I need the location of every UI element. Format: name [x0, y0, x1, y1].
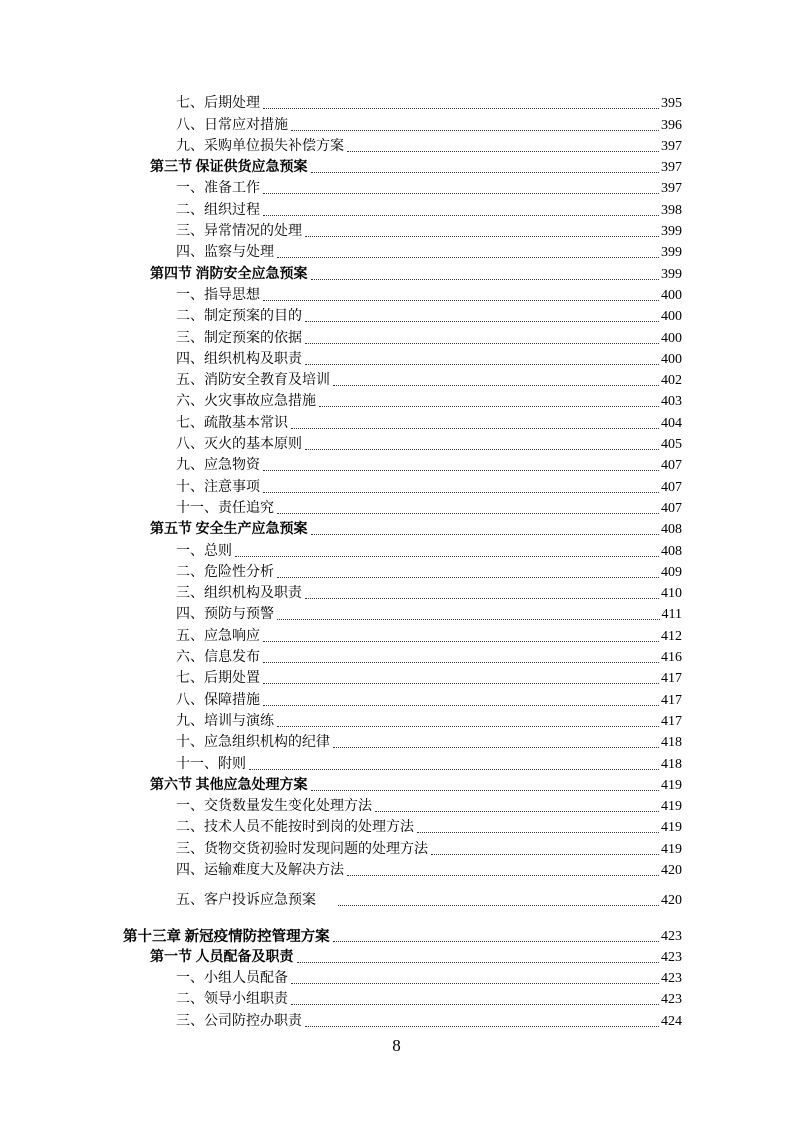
toc-page-number: 404: [661, 415, 682, 431]
toc-page-number: 400: [661, 287, 682, 303]
toc-dot-leader: [277, 257, 659, 258]
toc-entry-label: 第五节 安全生产应急预案: [150, 522, 308, 538]
toc-entry-label: 四、监察与处理: [176, 245, 274, 261]
toc-entry[interactable]: [123, 688, 682, 709]
toc-entry-label: 三、公司防控办职责: [176, 1013, 302, 1029]
toc-page-number: 416: [661, 650, 682, 666]
toc-entry-label: 第六节 其他应急处理方案: [150, 777, 308, 793]
toc-entry-label: 第三节 保证供货应急预案: [150, 160, 308, 176]
toc-entry-label: 四、运输难度大及解决方法: [176, 862, 344, 878]
toc-entry[interactable]: [123, 390, 682, 411]
toc-page-number: 418: [661, 756, 682, 772]
toc-dot-leader: [277, 619, 660, 620]
toc-dot-leader: [311, 172, 660, 173]
toc-dot-leader: [305, 236, 659, 237]
toc-dot-leader: [263, 470, 659, 471]
toc-page-number: 398: [661, 202, 682, 218]
toc-entry[interactable]: [123, 454, 682, 475]
toc-dot-leader: [338, 905, 659, 906]
toc-page-number: 423: [661, 928, 682, 944]
toc-entry[interactable]: [123, 475, 682, 496]
toc-entry-label: 一、准备工作: [176, 181, 260, 197]
toc-page-number: 397: [661, 138, 682, 154]
toc-entry[interactable]: [123, 262, 682, 283]
toc-page-number: 402: [661, 373, 682, 389]
toc-page-number: 399: [661, 224, 682, 240]
toc-entry-label: 第十三章 新冠疫情防控管理方案: [123, 928, 330, 945]
toc-page-number: 400: [661, 309, 682, 325]
toc-entry-label: 六、信息发布: [176, 650, 260, 666]
toc-page-number: 400: [661, 330, 682, 346]
toc-page-number: 395: [661, 96, 682, 112]
toc-entry[interactable]: [123, 646, 682, 667]
toc-entry-label: 一、交货数量发生变化处理方法: [176, 799, 372, 815]
toc-entry-label: 一、指导思想: [176, 287, 260, 303]
toc-page-number: 423: [661, 949, 682, 965]
toc-dot-leader: [291, 983, 659, 984]
toc-entry[interactable]: [123, 113, 682, 134]
toc-dot-leader: [431, 854, 659, 855]
toc-entry-label: 八、保障措施: [176, 692, 260, 708]
toc-dot-leader: [291, 1004, 659, 1005]
toc-entry-label: 十、注意事项: [176, 479, 260, 495]
toc-dot-leader: [263, 641, 659, 642]
toc-entry-label: 十一、附则: [176, 756, 246, 772]
toc-page-number: 419: [661, 841, 682, 857]
toc-entry-label: 第一节 人员配备及职责: [150, 949, 294, 965]
toc-page-number: 400: [661, 351, 682, 367]
toc-page-number: 408: [661, 522, 682, 538]
toc-page-number: 397: [661, 160, 682, 176]
toc-entry-label: 三、组织机构及职责: [176, 586, 302, 602]
toc-entry-label: 七、后期处理: [176, 96, 260, 112]
toc-page-number: 409: [661, 564, 682, 580]
toc-page-number: 411: [661, 607, 682, 623]
toc-entry[interactable]: [123, 92, 682, 113]
toc-dot-leader: [347, 151, 659, 152]
toc-page-number: 423: [661, 992, 682, 1008]
toc-dot-leader: [305, 598, 659, 599]
toc-entry[interactable]: [123, 497, 682, 518]
toc-dot-leader: [375, 811, 659, 812]
toc-dot-leader: [263, 683, 659, 684]
toc-entry[interactable]: [123, 156, 682, 177]
toc-entry-label: 六、火灾事故应急措施: [176, 394, 316, 410]
toc-entry-label: 二、组织过程: [176, 202, 260, 218]
toc-entry-label: 二、领导小组职责: [176, 992, 288, 1008]
toc-dot-leader: [311, 790, 660, 791]
toc-entry[interactable]: [123, 135, 682, 156]
toc-entry[interactable]: [123, 837, 682, 858]
toc-entry-label: 二、技术人员不能按时到岗的处理方法: [176, 820, 414, 836]
toc-page-number: 423: [661, 971, 682, 987]
toc-page-number: 403: [661, 394, 682, 410]
toc-entry[interactable]: [123, 1009, 682, 1030]
toc-entry-label: 一、小组人员配备: [176, 971, 288, 987]
toc-dot-leader: [291, 130, 659, 131]
toc-dot-leader: [235, 556, 659, 557]
toc-dot-leader: [311, 279, 660, 280]
toc-entry[interactable]: [123, 710, 682, 731]
toc-dot-leader: [263, 662, 659, 663]
toc-page-number: 396: [661, 117, 682, 133]
toc-page-number: 408: [661, 543, 682, 559]
toc-page-number: 417: [661, 671, 682, 687]
toc-entry-label: 五、客户投诉应急预案: [176, 893, 316, 909]
toc-entry[interactable]: [123, 889, 682, 910]
toc-page-number: 397: [661, 181, 682, 197]
toc-page-number: 419: [661, 820, 682, 836]
toc-page-number: 407: [661, 500, 682, 516]
toc-entry-label: 九、培训与演练: [176, 713, 274, 729]
toc-entry[interactable]: [123, 774, 682, 795]
toc-entry-label: 九、应急物资: [176, 458, 260, 474]
toc-entry[interactable]: [123, 539, 682, 560]
toc-dot-leader: [263, 193, 659, 194]
toc-dot-leader: [311, 534, 660, 535]
toc-dot-leader: [263, 215, 659, 216]
toc-entry[interactable]: [123, 518, 682, 539]
toc-entry-label: 八、灭火的基本原则: [176, 437, 302, 453]
toc-dot-leader: [277, 513, 659, 514]
toc-entry[interactable]: [123, 369, 682, 390]
table-of-contents: [123, 92, 682, 1031]
toc-entry[interactable]: [123, 284, 682, 305]
toc-dot-leader: [263, 492, 659, 493]
toc-entry[interactable]: [123, 220, 682, 241]
toc-entry-label: 十一、责任追究: [176, 500, 274, 516]
toc-entry-label: 七、后期处置: [176, 671, 260, 687]
toc-entry-label: 四、组织机构及职责: [176, 351, 302, 367]
toc-dot-leader: [263, 300, 659, 301]
toc-entry-label: 五、应急响应: [176, 628, 260, 644]
toc-entry-label: 八、日常应对措施: [176, 117, 288, 133]
toc-dot-leader: [249, 769, 659, 770]
toc-page-number: 420: [661, 862, 682, 878]
toc-dot-leader: [297, 962, 660, 963]
toc-dot-leader: [333, 385, 659, 386]
toc-entry[interactable]: [123, 752, 682, 773]
toc-page-number: 424: [661, 1013, 682, 1029]
toc-dot-leader: [333, 747, 659, 748]
toc-page-number: 417: [661, 713, 682, 729]
toc-entry[interactable]: [123, 603, 682, 624]
toc-entry-label: 五、消防安全教育及培训: [176, 373, 330, 389]
toc-entry[interactable]: [123, 816, 682, 837]
toc-entry[interactable]: [123, 859, 682, 880]
toc-page-number: 419: [661, 799, 682, 815]
toc-entry[interactable]: [123, 433, 682, 454]
toc-entry[interactable]: [123, 411, 682, 432]
toc-entry-label: 十、应急组织机构的纪律: [176, 735, 330, 751]
toc-dot-leader: [417, 832, 659, 833]
toc-dot-leader: [347, 875, 659, 876]
toc-dot-leader: [305, 449, 659, 450]
toc-entry[interactable]: [123, 967, 682, 988]
toc-dot-leader: [277, 577, 659, 578]
toc-page-number: 410: [661, 586, 682, 602]
toc-entry[interactable]: [123, 348, 682, 369]
toc-entry[interactable]: [123, 924, 682, 945]
toc-dot-leader: [319, 406, 659, 407]
toc-dot-leader: [305, 321, 659, 322]
toc-entry-label: 四、预防与预警: [176, 607, 274, 623]
toc-entry[interactable]: [123, 731, 682, 752]
toc-page-number: 412: [661, 628, 682, 644]
toc-entry-label: 二、制定预案的目的: [176, 309, 302, 325]
toc-entry[interactable]: [123, 667, 682, 688]
toc-entry[interactable]: [123, 624, 682, 645]
toc-dot-leader: [305, 1026, 659, 1027]
toc-dot-leader: [291, 428, 659, 429]
toc-page-number: 417: [661, 692, 682, 708]
toc-entry-label: 三、货物交货初验时发现问题的处理方法: [176, 841, 428, 857]
toc-dot-leader: [333, 941, 659, 942]
toc-dot-leader: [263, 705, 659, 706]
toc-entry-label: 七、疏散基本常识: [176, 415, 288, 431]
toc-entry-label: 九、采购单位损失补偿方案: [176, 138, 344, 154]
toc-dot-leader: [305, 343, 659, 344]
toc-entry-label: 二、危险性分析: [176, 564, 274, 580]
toc-page-number: 407: [661, 458, 682, 474]
toc-entry[interactable]: [123, 198, 682, 219]
toc-entry[interactable]: [123, 177, 682, 198]
toc-page-number: 399: [661, 245, 682, 261]
toc-entry-label: 三、异常情况的处理: [176, 224, 302, 240]
toc-entry-label: 一、总则: [176, 543, 232, 559]
toc-page-number: 405: [661, 437, 682, 453]
toc-page-number: 420: [661, 893, 682, 909]
toc-page-number: 418: [661, 735, 682, 751]
toc-entry[interactable]: [123, 988, 682, 1009]
toc-entry[interactable]: [123, 561, 682, 582]
toc-dot-leader: [277, 726, 659, 727]
toc-entry-label: 第四节 消防安全应急预案: [150, 266, 308, 282]
toc-entry[interactable]: [123, 326, 682, 347]
toc-dot-leader: [305, 364, 659, 365]
toc-page-number: 419: [661, 777, 682, 793]
page-number: 8: [392, 1036, 401, 1055]
toc-entry[interactable]: [123, 946, 682, 967]
toc-entry[interactable]: [123, 795, 682, 816]
toc-page-number: 399: [661, 266, 682, 282]
toc-dot-leader: [263, 108, 659, 109]
toc-entry[interactable]: [123, 305, 682, 326]
toc-entry[interactable]: [123, 241, 682, 262]
toc-page-number: 407: [661, 479, 682, 495]
toc-entry[interactable]: [123, 582, 682, 603]
toc-entry-label: 三、制定预案的依据: [176, 330, 302, 346]
